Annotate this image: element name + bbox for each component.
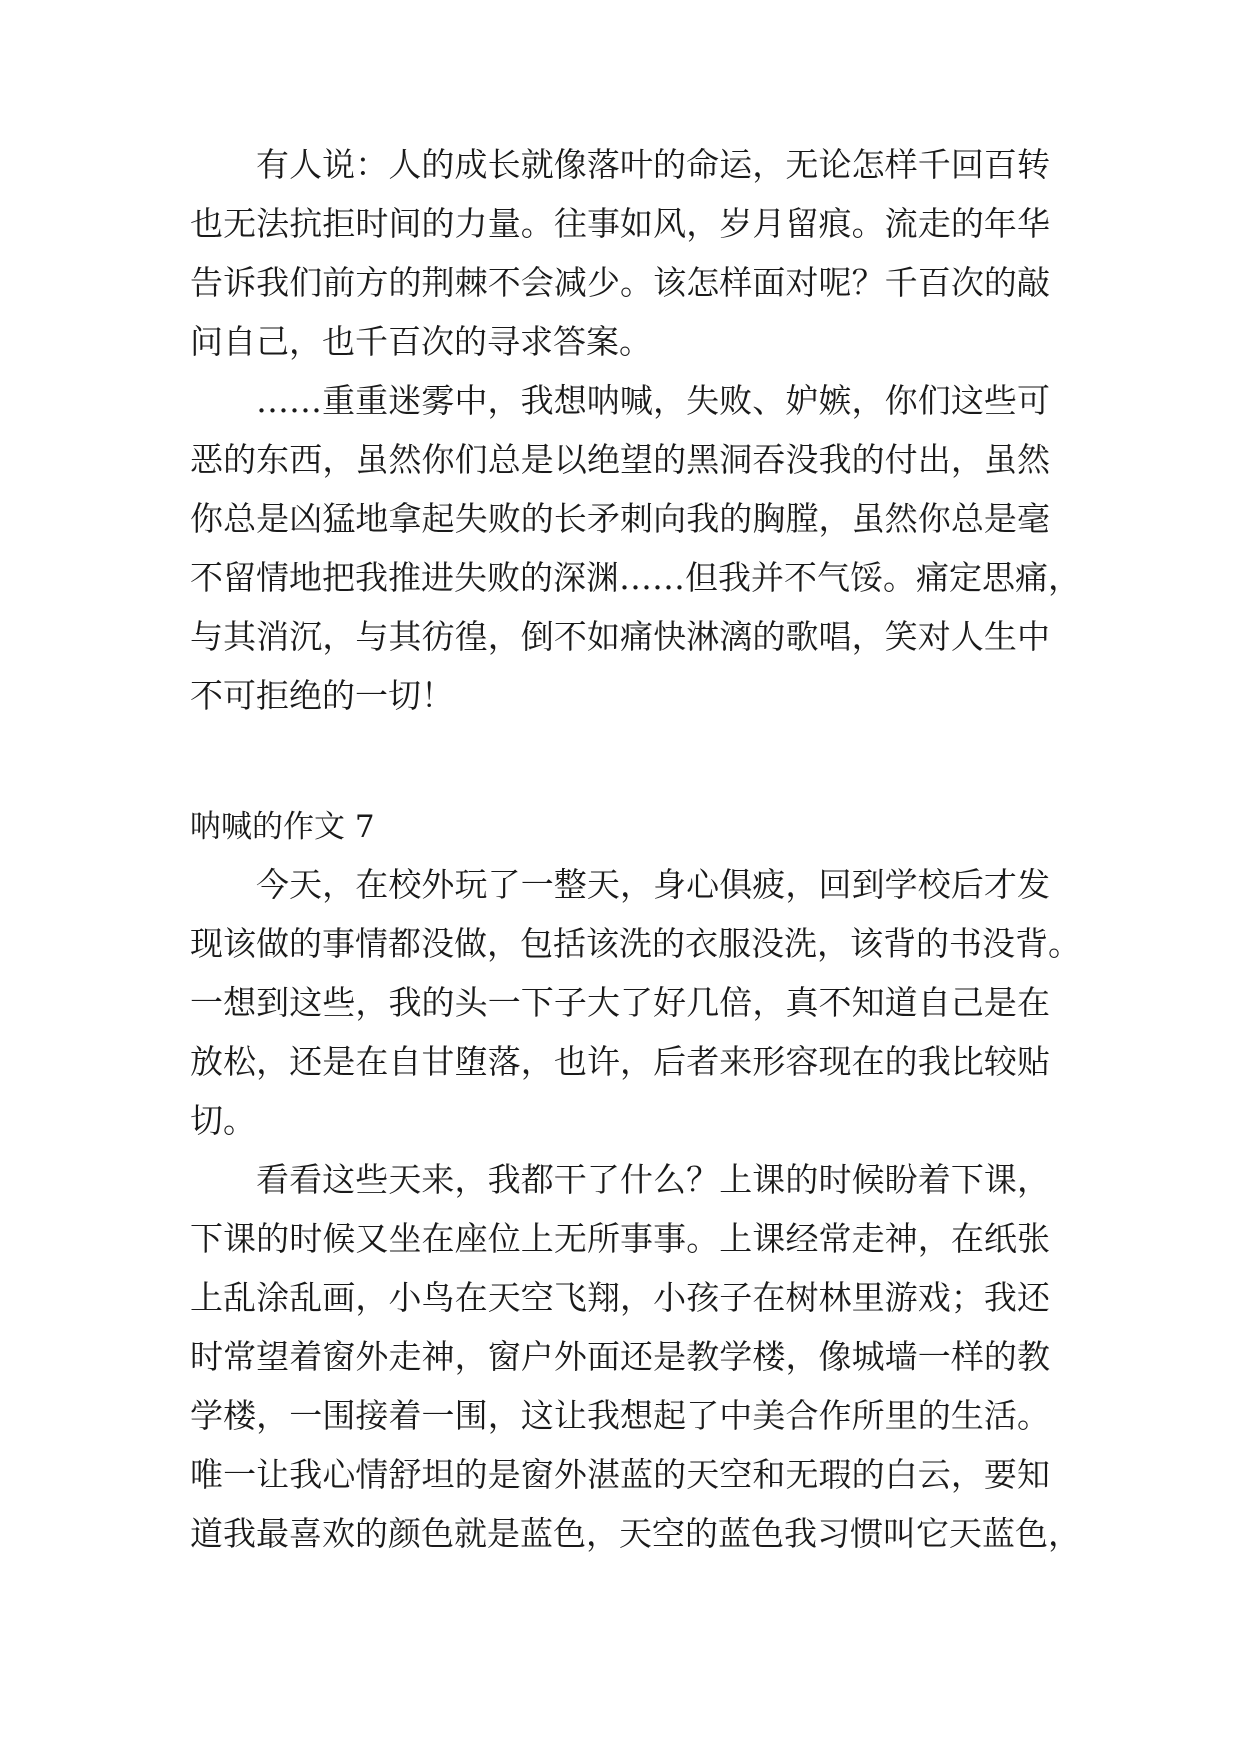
text-line: 唯一让我心情舒坦的是窗外湛蓝的天空和无瑕的白云，要知 (190, 1455, 1050, 1494)
text-line: 切。 (190, 1101, 256, 1140)
text-line: 今天，在校外玩了一整天，身心俱疲，回到学校后才发 (256, 865, 1050, 904)
essay-heading: 呐喊的作文 7 (190, 809, 375, 845)
paragraph (190, 371, 1081, 725)
essay-section-1 (190, 135, 1081, 725)
paragraph (190, 855, 1081, 1150)
text-line: 学楼，一围接着一围，这让我想起了中美合作所里的生活。 (190, 1396, 1050, 1435)
text-line: 与其消沉，与其彷徨，倒不如痛快淋漓的歌唱，笑对人生中 (190, 617, 1050, 656)
text-line: 告诉我们前方的荆棘不会减少。该怎样面对呢？千百次的敲 (190, 263, 1050, 302)
text-line: ……重重迷雾中，我想呐喊，失败、妒嫉，你们这些可 (256, 381, 1050, 420)
text-line: 恶的东西，虽然你们总是以绝望的黑洞吞没我的付出，虽然 (190, 440, 1050, 479)
paragraph (190, 1150, 1081, 1563)
text-line: 有人说：人的成长就像落叶的命运，无论怎样千回百转 (256, 145, 1050, 184)
text-line: 也无法抗拒时间的力量。往事如风，岁月留痕。流走的年华 (190, 204, 1050, 243)
text-line: 道我最喜欢的颜色就是蓝色，天空的蓝色我习惯叫它天蓝色， (190, 1514, 1081, 1553)
text-line: 看看这些天来，我都干了什么？上课的时候盼着下课， (256, 1160, 1050, 1199)
text-line: 下课的时候又坐在座位上无所事事。上课经常走神，在纸张 (190, 1219, 1050, 1258)
text-line: 问自己，也千百次的寻求答案。 (190, 322, 652, 361)
paragraph (190, 135, 1050, 371)
essay-section-2 (190, 855, 1081, 1563)
text-line: 你总是凶猛地拿起失败的长矛刺向我的胸膛，虽然你总是毫 (190, 499, 1050, 538)
text-line: 不可拒绝的一切！ (190, 676, 454, 715)
text-line: 放松，还是在自甘堕落，也许，后者来形容现在的我比较贴 (190, 1042, 1050, 1081)
text-line: 一想到这些，我的头一下子大了好几倍，真不知道自己是在 (190, 983, 1050, 1022)
text-line: 上乱涂乱画，小鸟在天空飞翔，小孩子在树林里游戏；我还 (190, 1278, 1050, 1317)
text-line: 现该做的事情都没做，包括该洗的衣服没洗，该背的书没背。 (190, 924, 1081, 963)
text-line: 不留情地把我推进失败的深渊……但我并不气馁。痛定思痛， (190, 558, 1081, 597)
text-line: 时常望着窗外走神，窗户外面还是教学楼，像城墙一样的教 (190, 1337, 1050, 1376)
